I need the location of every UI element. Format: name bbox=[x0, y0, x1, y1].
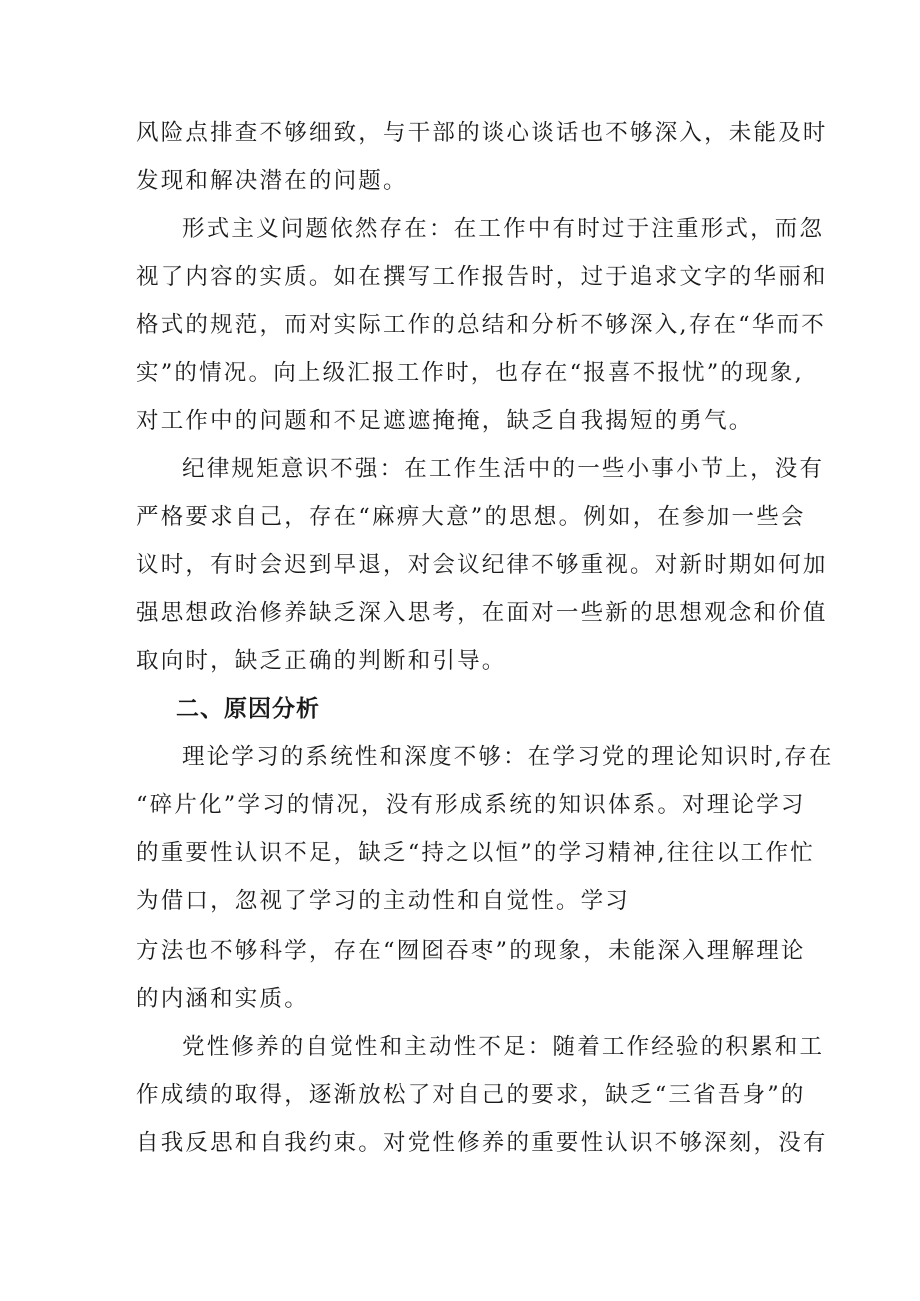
text-line: 强思想政治修养缺乏深入思考，在面对一些新的思想观念和价值 bbox=[136, 600, 828, 626]
text-line: 自我反思和自我约束。对党性修养的重要性认识不够深刻，没有 bbox=[136, 1130, 828, 1156]
paragraph-start: 形式主义问题依然存在：在工作中有时过于注重形式，而忽 bbox=[182, 216, 825, 242]
paragraph-start: 理论学习的系统性和深度不够：在学习党的理论知识时,存在 bbox=[182, 744, 834, 770]
text-line: 视了内容的实质。如在撰写工作报告时，过于追求文字的华丽和 bbox=[136, 264, 828, 290]
text-line: 为借口，忽视了学习的主动性和自觉性。学习 bbox=[136, 888, 631, 914]
text-line: 风险点排查不够细致，与干部的谈心谈话也不够深入，未能及时 bbox=[136, 120, 828, 146]
paragraph-start: 党性修养的自觉性和主动性不足：随着工作经验的积累和工 bbox=[182, 1034, 825, 1060]
text-line: 严格要求自己，存在“麻痹大意”的思想。例如，在参加一些会 bbox=[136, 504, 806, 530]
text-line: 作成绩的取得，逐渐放松了对自己的要求，缺乏“三省吾身”的 bbox=[136, 1082, 806, 1108]
paragraph-start: 纪律规矩意识不强：在工作生活中的一些小事小节上，没有 bbox=[182, 456, 825, 482]
text-line: 格式的规范，而对实际工作的总结和分析不够深入,存在“华而不 bbox=[136, 312, 826, 338]
text-line: 方法也不够科学，存在“囫囵吞枣”的现象，未能深入理解理论 bbox=[136, 938, 806, 964]
text-line: 议时，有时会迟到早退，对会议纪律不够重视。对新时期如何加 bbox=[136, 552, 828, 578]
text-line: 取向时，缺乏正确的判断和引导。 bbox=[136, 648, 507, 674]
text-line: “碎片化”学习的情况，没有形成系统的知识体系。对理论学习 bbox=[136, 792, 806, 818]
section-heading: 二、原因分析 bbox=[176, 696, 320, 722]
text-line: 的重要性认识不足，缺乏“持之以恒”的学习精神,往往以工作忙 bbox=[136, 840, 815, 866]
text-line: 发现和解决潜在的问题。 bbox=[136, 168, 408, 194]
text-line: 对工作中的问题和不足遮遮掩掩，缺乏自我揭短的勇气。 bbox=[136, 408, 754, 434]
text-line: 实”的情况。向上级汇报工作时，也存在“报喜不报忧”的现象, bbox=[136, 360, 804, 386]
text-line: 的内涵和实质。 bbox=[136, 986, 309, 1012]
